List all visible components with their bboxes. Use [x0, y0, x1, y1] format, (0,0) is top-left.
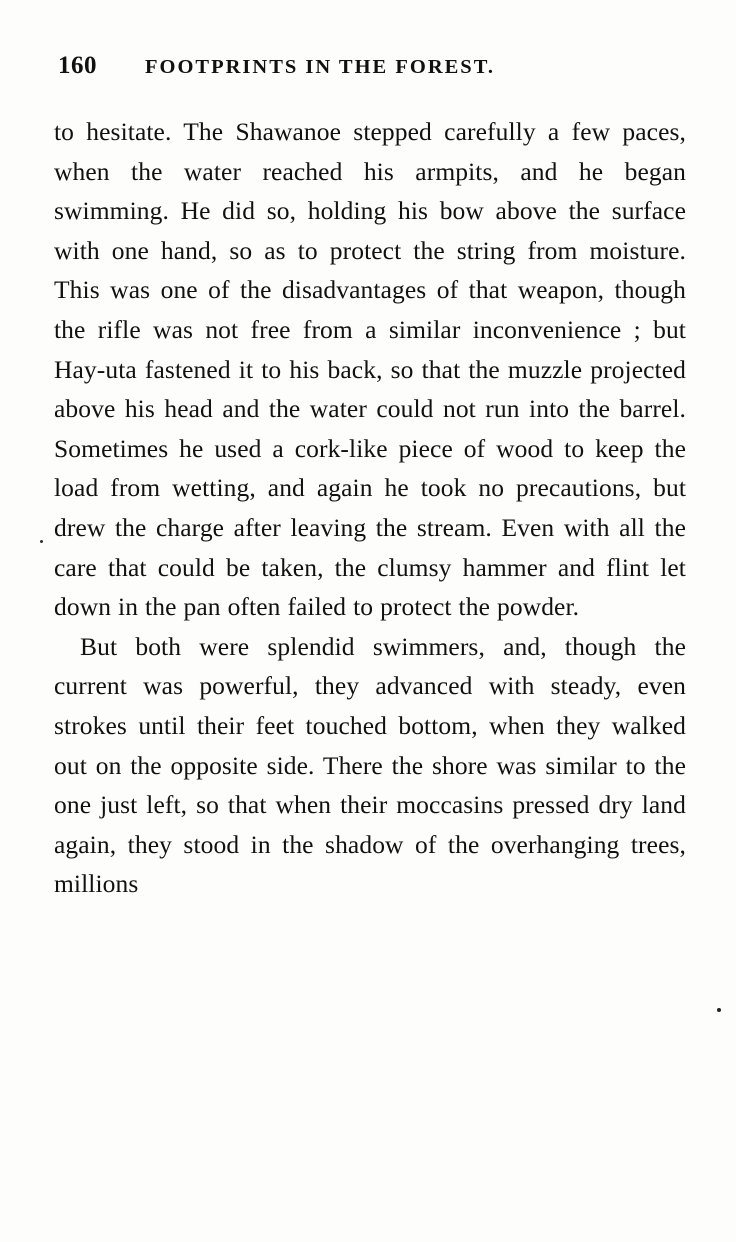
running-head: FOOTPRINTS IN THE FOREST. — [145, 56, 495, 78]
ink-speck-left — [40, 540, 43, 543]
page-body — [54, 112, 686, 904]
paragraph-2: But both were splendid swimmers, and, though the current was powerful, they advanced with steady, even strokes until their feet touched bottom, when they walked out on the opposite side. There the shore was similar to the one just left, so that when their moccasins pressed dry land again, they stood in the shadow of the overhanging trees, millions — [54, 631, 686, 899]
page-number: 160 — [58, 52, 97, 79]
ink-speck-right — [717, 1008, 721, 1012]
page-header — [58, 52, 686, 82]
paragraph-1: to hesitate. The Shawanoe stepped carefully a few paces, when the water reached his armpits, and he began swimming. He did so, holding his bow above the surface with one hand, so as to protect the string from moisture. This was one of the disadvantages of that weapon, though the rifle was not free from a similar inconvenience ; but Hay-uta fastened it to his back, so that the muzzle projected above his head and the water could not run into the barrel. Sometimes he used a cork-like piece of wood to keep the load from wetting, and again he took no precautions, but drew the charge after leaving the stream. Even with all the care that could be taken, the clumsy hammer and flint let down in the pan often failed to protect the powder. — [54, 117, 686, 622]
